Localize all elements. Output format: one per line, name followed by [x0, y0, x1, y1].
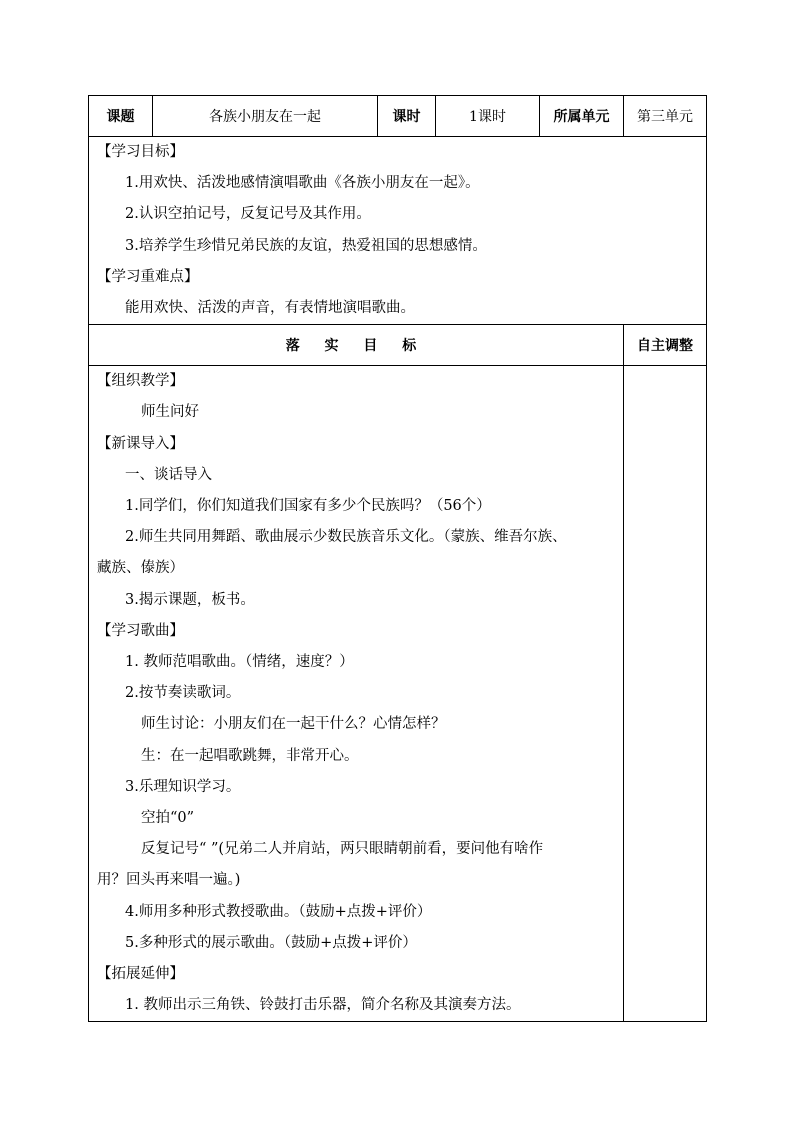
goals-cell — [89, 137, 707, 325]
intro-1: 1.同学们，你们知道我们国家有多少个民族吗？（56个） — [125, 498, 491, 515]
intro-3: 3.揭示课题，板书。 — [125, 591, 255, 608]
song-3c: 用？回头再来唱一遍。) — [97, 872, 241, 889]
ext-1: 1. 教师出示三角铁、铃鼓打击乐器，简介名称及其演奏方法。 — [125, 997, 521, 1014]
goals-row — [89, 137, 707, 325]
intro-sub: 一、谈话导入 — [125, 466, 212, 483]
goal-item-3: 3.培养学生珍惜兄弟民族的友谊，热爱祖国的思想感情。 — [125, 237, 487, 254]
title-label: 课题 — [89, 96, 153, 137]
section-side-label: 自主调整 — [624, 325, 707, 366]
section-main-text: 落 实 目 标 — [285, 338, 427, 355]
org-heading: 【组织教学】 — [97, 373, 184, 390]
adjust-cell — [624, 366, 707, 1022]
song-heading: 【学习歌曲】 — [97, 622, 184, 639]
intro-heading: 【新课导入】 — [97, 435, 184, 452]
org-text: 师生问好 — [141, 404, 199, 421]
section-main-label — [89, 325, 624, 366]
song-5: 5.多种形式的展示歌曲。（鼓励+点拨+评价） — [125, 934, 417, 951]
song-2b: 生：在一起唱歌跳舞，非常开心。 — [141, 747, 359, 764]
ext-heading: 【拓展延伸】 — [97, 966, 184, 983]
song-3: 3.乐理知识学习。 — [125, 778, 241, 795]
goal-item-2: 2.认识空拍记号，反复记号及其作用。 — [125, 206, 371, 223]
song-1: 1. 教师范唱歌曲。（情绪，速度？） — [125, 654, 354, 671]
key-points-heading: 【学习重难点】 — [97, 268, 199, 285]
section-row — [89, 325, 707, 366]
header-row — [89, 96, 707, 137]
song-2: 2.按节奏读歌词。 — [125, 685, 241, 702]
content-cell — [89, 366, 624, 1022]
key-points-text: 能用欢快、活泼的声音，有表情地演唱歌曲。 — [125, 300, 415, 317]
intro-2a: 2.师生共同用舞蹈、歌曲展示少数民族音乐文化。（蒙族、维吾尔族、 — [125, 529, 567, 546]
unit-value: 第三单元 — [624, 96, 707, 137]
intro-2b: 藏族、傣族） — [97, 560, 184, 577]
period-value: 1课时 — [436, 96, 540, 137]
song-3a: 空拍“0” — [141, 810, 195, 827]
goal-item-1: 1.用欢快、活泼地感情演唱歌曲《各族小朋友在一起》。 — [125, 175, 480, 192]
title-value: 各族小朋友在一起 — [153, 96, 378, 137]
period-label: 课时 — [378, 96, 436, 137]
goals-heading: 【学习目标】 — [97, 144, 184, 160]
lesson-plan-table — [88, 95, 707, 1022]
content-row — [89, 366, 707, 1022]
song-4: 4.师用多种形式教授歌曲。（鼓励+点拨+评价） — [125, 903, 432, 920]
song-2a: 师生讨论：小朋友们在一起干什么？心情怎样？ — [141, 716, 446, 733]
unit-label: 所属单元 — [540, 96, 624, 137]
song-3b: 反复记号“ ”(兄弟二人并肩站，两只眼睛朝前看，要问他有啥作 — [141, 841, 544, 858]
